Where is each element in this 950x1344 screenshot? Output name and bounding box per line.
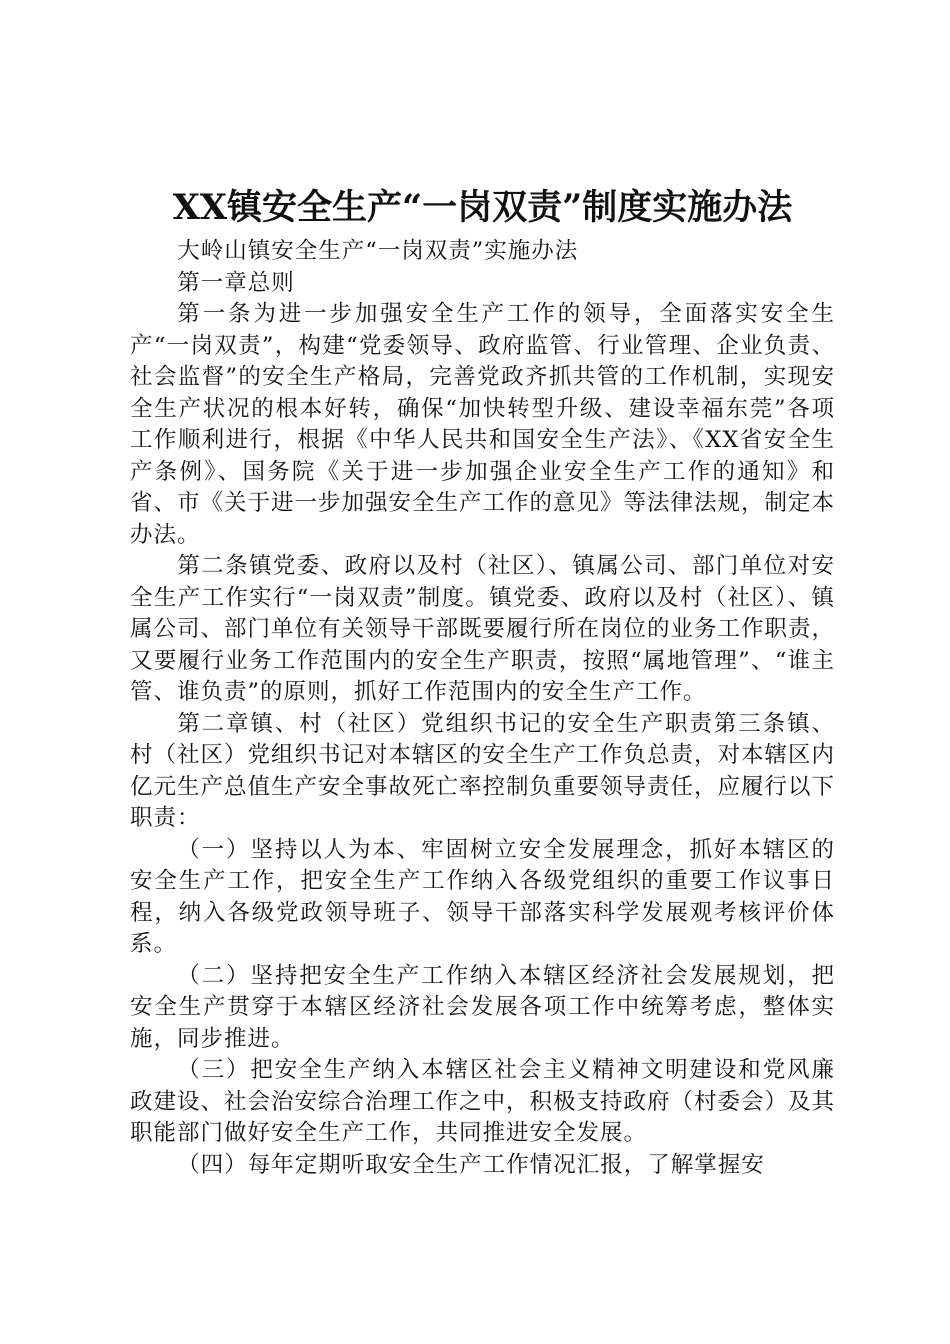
- list-item-paragraph: （二）坚持把安全生产工作纳入本辖区经济社会发展规划，把安全生产贯穿于本辖区经济社会发展各项工作中统筹考虑，整体实施，同步推进。: [130, 962, 835, 1052]
- body-paragraph: 第二章镇、村（社区）党组织书记的安全生产职责第三条镇、村（社区）党组织书记对本辖区的安全生产工作负总责，对本辖区内亿元生产总值生产安全事故死亡率控制负重要领导责任，应履行以下职责：: [130, 710, 836, 831]
- document-title: XX镇安全生产“一岗双责”制度实施办法: [172, 187, 793, 228]
- subtitle-paragraph: 大岭山镇安全生产“一岗双责”实施办法: [177, 238, 579, 264]
- list-item-paragraph: （三）把安全生产纳入本辖区社会主义精神文明建设和党风廉政建设、社会治安综合治理工作之中，积极支持政府（村委会）及其职能部门做好安全生产工作，共同推进安全发展。: [130, 1057, 836, 1146]
- list-item-paragraph: （一）坚持以人为本、牢固树立安全发展理念，抓好本辖区的安全生产工作，把安全生产工作纳入各级党组织的重要工作议事日程，纳入各级党政领导班子、领导干部落实科学发展观考核评价体系。: [130, 836, 835, 957]
- body-paragraph: 第二条镇党委、政府以及村（社区）、镇属公司、部门单位对安全生产工作实行“一岗双责”制度。镇党委、政府以及村（社区）、镇属公司、部门单位有关领导干部既要履行所在岗位的业务工作职责，又要履行业务工作范围内的安全生产职责，按照“属地管理”、“谁主管、谁负责”的原则，抓好工作范围内的安全生产工作。: [130, 553, 836, 705]
- document-page: [130, 180, 835, 1181]
- list-item-paragraph: （四）每年定期听取安全生产工作情况汇报，了解掌握安: [177, 1151, 765, 1178]
- body-paragraph: 第一条为进一步加强安全生产工作的领导，全面落实安全生产“一岗双责”，构建“党委领导、政府监管、行业管理、企业负责、社会监督”的安全生产格局，完善党政齐抓共管的工作机制，实现安全生产状况的根本好转，确保“加快转型升级、建设幸福东莞”各项工作顺利进行，根据《中华人民共和国安全生产法》、《XX省安全生产条例》、国务院《关于进一步加强企业安全生产工作的通知》和省、市《关于进一步加强安全生产工作的意见》等法律法规，制定本办法。: [130, 301, 836, 548]
- chapter-heading: 第一章总则: [177, 269, 295, 296]
